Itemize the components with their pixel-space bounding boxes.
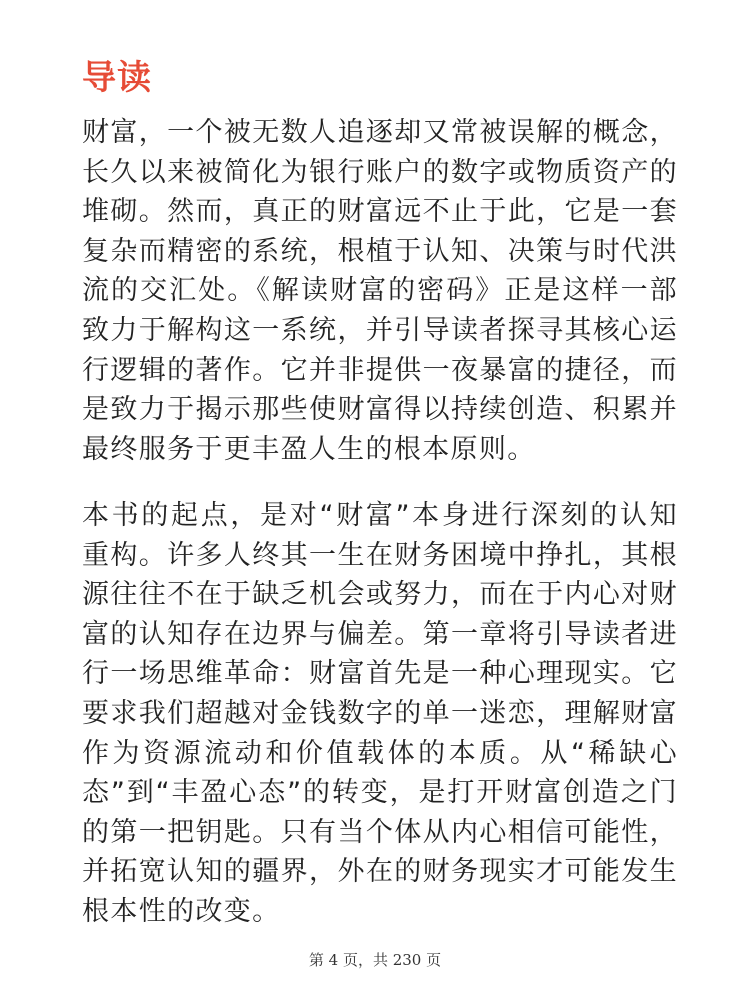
body-paragraph-1: 财富，一个被无数人追逐却又常被误解的概念，长久以来被简化为银行账户的数字或物质资产的堆砌。然而，真正的财富远不止于此，它是一套复杂而精密的系统，根植于认知、决策与时代洪流的交汇处。《解读财富的密码》正是这样一部致力于解构这一系统，并引导读者探寻其核心运行逻辑的著作。它并非提供一夜暴富的捷径，而是致力于揭示那些使财富得以持续创造、积累并最终服务于更丰盈人生的根本原则。	[82, 117, 678, 465]
section-title: 导读	[82, 58, 152, 98]
page-number-footer: 第 4 页，共 230 页	[308, 951, 442, 969]
body-paragraph-2: 本书的起点，是对“财富”本身进行深刻的认知重构。许多人终其一生在财务困境中挣扎，其根源往往不在于缺乏机会或努力，而在于内心对财富的认知存在边界与偏差。第一章将引导读者进行一场思维革命：财富首先是一种心理现实。它要求我们超越对金钱数字的单一迷恋，理解财富作为资源流动和价值载体的本质。从“稀缺心态”到“丰盈心态”的转变，是打开财富创造之门的第一把钥匙。只有当个体从内心相信可能性，并拓宽认知的疆界，外在的财务现实才可能发生根本性的改变。	[82, 500, 678, 927]
